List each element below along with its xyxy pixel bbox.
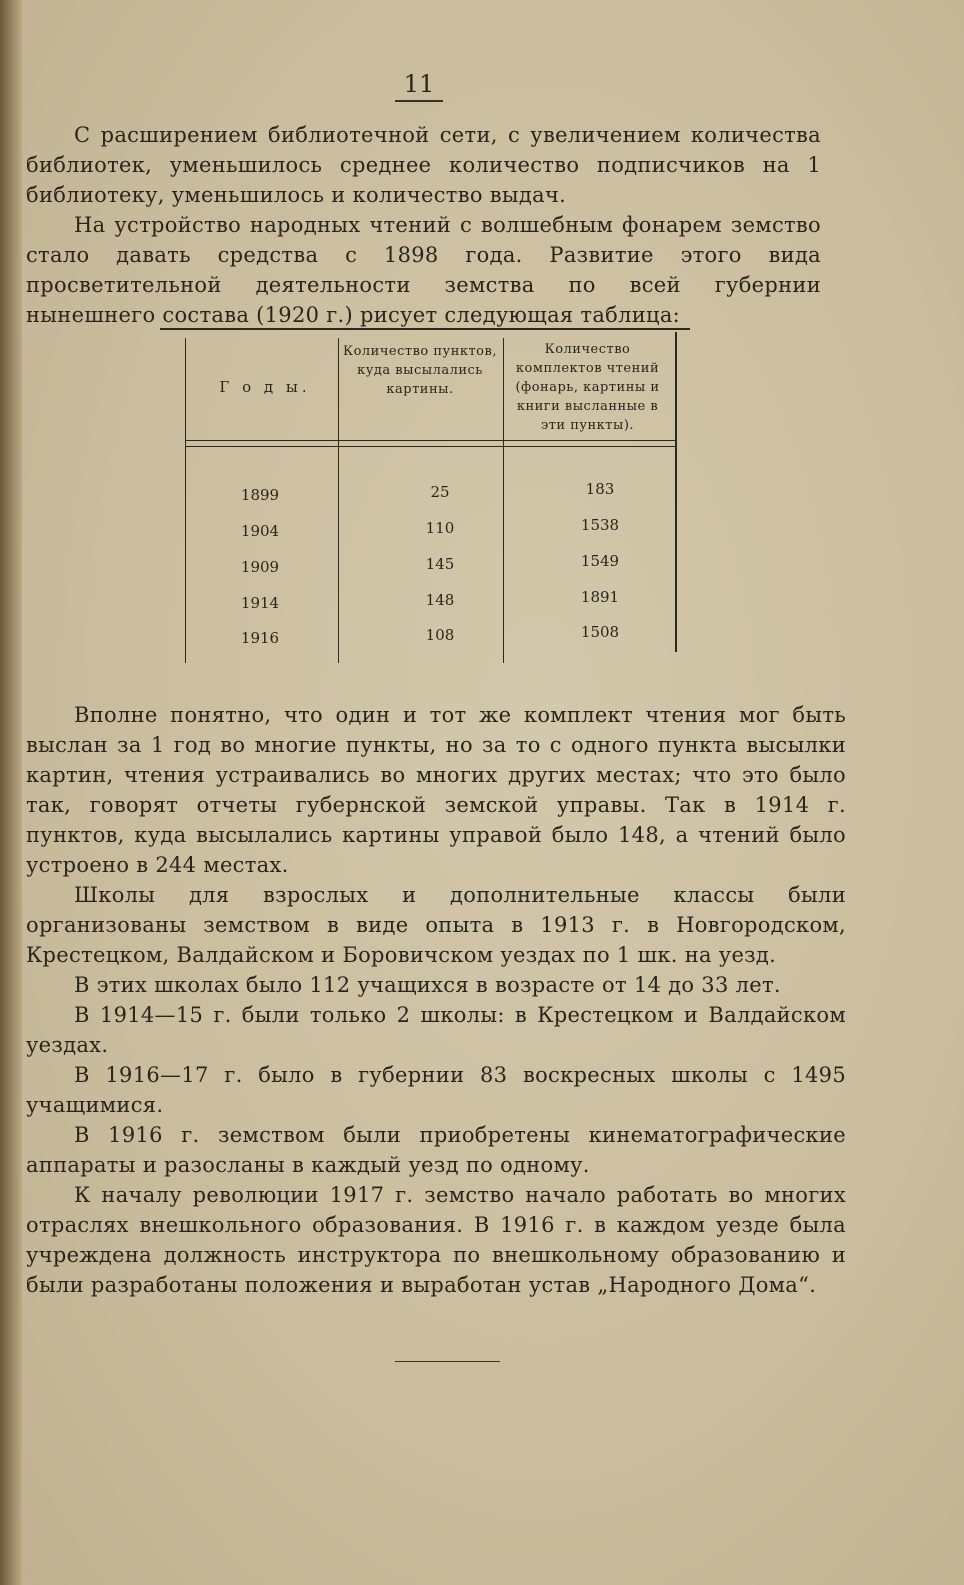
table-right-border — [675, 332, 677, 652]
table-cell-sets: 1549 — [580, 552, 620, 570]
table-col-divider-2 — [503, 338, 504, 663]
table-cell-points: 145 — [425, 555, 455, 573]
paragraph-1914-schools: В 1914—15 г. были только 2 школы: в Крестецком и Валдайском уездах. — [26, 1003, 846, 1057]
table-cell-year: 1899 — [240, 486, 280, 504]
header-rule-1 — [185, 440, 675, 441]
paragraph-readings-explanation: Вполне понятно, что один и тот же комплект чтения мог быть выслан за 1 год во многие пункты, но за то с одного пункта высылки картин, чтения устраивались во многих других местах; что это было так, говорят отчеты губернской земской управы. Так в 1914 г. пунктов, куда высылались картины управой было 148, а чтений было устроено в 244 местах. — [26, 703, 846, 877]
main-text — [26, 700, 846, 1300]
table-left-border — [185, 338, 186, 663]
table-cell-year: 1909 — [240, 558, 280, 576]
paragraph-sunday-schools: В 1916—17 г. было в губернии 83 воскресных школы с 1495 учащимися. — [26, 1063, 846, 1117]
table-cell-year: 1904 — [240, 522, 280, 540]
table-cell-points: 25 — [430, 483, 450, 501]
table-cell-sets: 1538 — [580, 516, 620, 534]
paragraph-adult-schools: Школы для взрослых и дополнительные классы были организованы земством в виде опыта в 1913 г. в Новгородском, Крестецком, Валдайском и Боровичском уездах по 1 шк. на уезд. — [26, 883, 846, 967]
table-cell-points: 148 — [425, 591, 455, 609]
paragraph-students: В этих школах было 112 учащихся в возрасте от 14 до 33 лет. — [74, 973, 781, 997]
intro-text — [26, 120, 821, 330]
header-sets: Количество комплектов чтений (фонарь, картины и книги высланные в эти пункты). — [515, 342, 660, 433]
header-points: Количество пунктов, куда высылались картины. — [343, 344, 497, 397]
footer-rule — [395, 1361, 500, 1362]
paragraph-library-network: С расширением библиотечной сети, с увеличением количества библиотек, уменьшилось среднее количество подписчиков на 1 библиотеку, уменьшилось и количество выдач. — [26, 123, 821, 207]
table-cell-sets: 1891 — [580, 588, 620, 606]
table-cell-points: 108 — [425, 626, 455, 644]
book-spine-shadow — [0, 0, 22, 1585]
table-cell-year: 1914 — [240, 594, 280, 612]
header-years: Г о д ы. — [219, 378, 311, 396]
header-rule-2 — [185, 446, 675, 447]
paragraph-cinema: В 1916 г. земством были приобретены кинематографические аппараты и разосланы в каждый уезд по одному. — [26, 1123, 846, 1177]
table-cell-points: 110 — [425, 519, 455, 537]
paragraph-revolution: К началу революции 1917 г. земство начало работать во многих отраслях внешкольного образования. В 1916 г. в каждом уезде была учреждена должность инструктора по внешкольному образованию и были разработаны положения и выработан устав „Народного Дома“. — [26, 1183, 846, 1297]
table-top-rule — [160, 328, 690, 330]
readings-table — [160, 328, 690, 668]
table-cell-sets: 183 — [585, 480, 615, 498]
table-cell-sets: 1508 — [580, 623, 620, 641]
paragraph-magic-lantern: На устройство народных чтений с волшебным фонарем земство стало давать средства с 1898 года. Развитие этого вида просветительной деятельности земства по всей губернии нынешнего состава (1920 г.) рисует следующая таблица: — [26, 213, 821, 327]
page-number: 11 — [395, 70, 443, 102]
table-cell-year: 1916 — [240, 629, 280, 647]
